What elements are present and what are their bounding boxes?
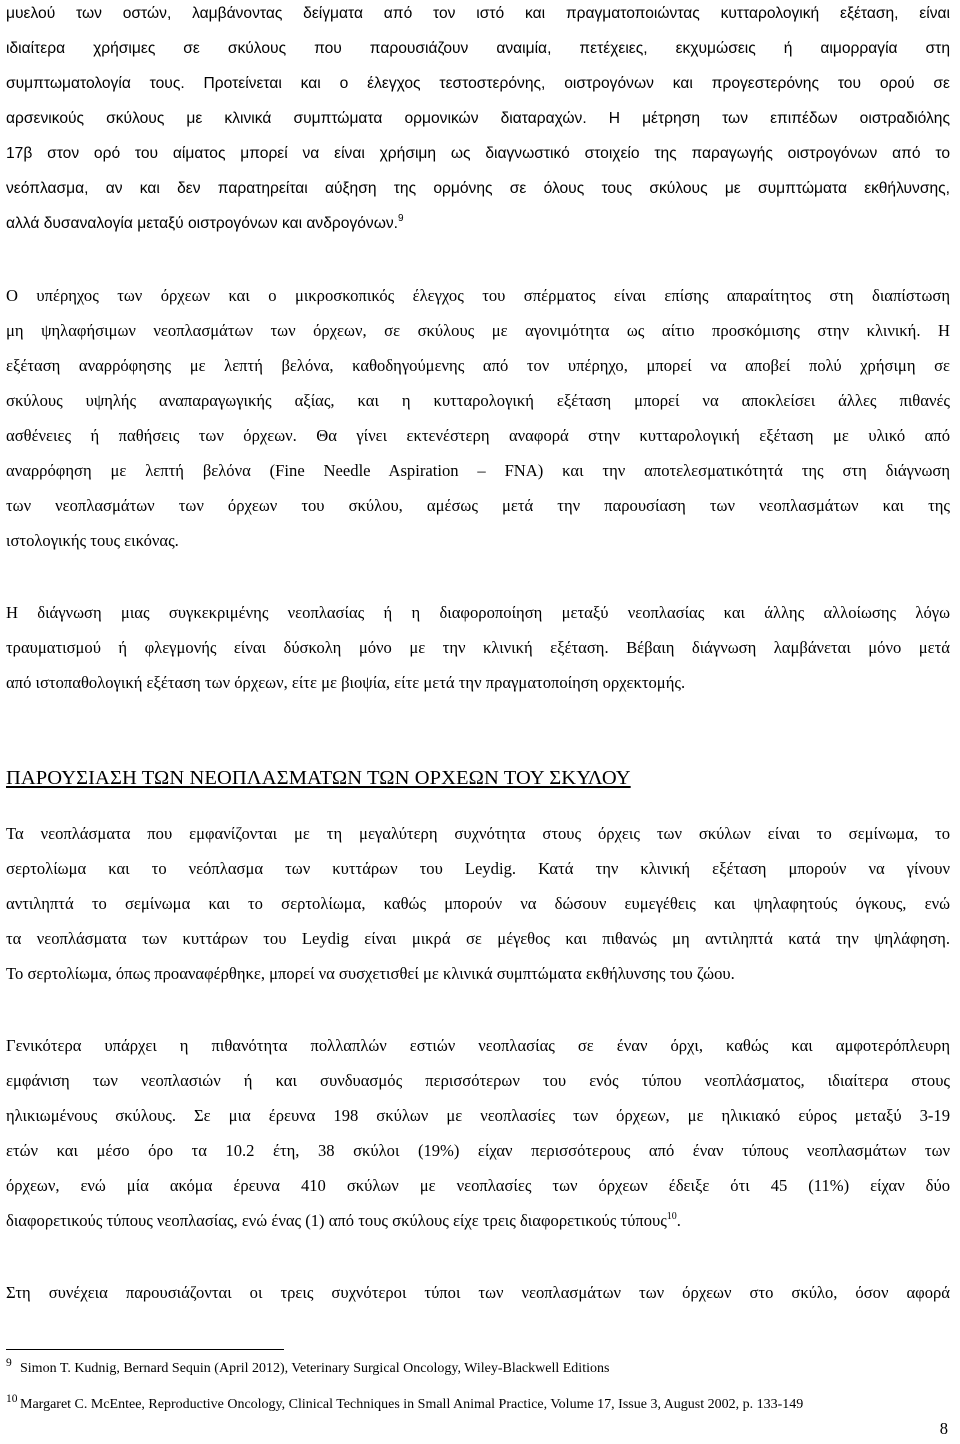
text-line: Στη συνέχεια παρουσιάζονται οι τρεις συχνότεροι τύποι των νεοπλασμάτων των όρχεων στο σκύλο, όσον αφορά bbox=[6, 1283, 950, 1302]
footnote-reference: 9 bbox=[398, 213, 404, 224]
text-line: μη ψηλαφήσιμων νεοπλασμάτων των όρχεων, σε σκύλους με αγονιμότητα ως αίτιο προσκόμισης στην κλινική. Η bbox=[6, 321, 950, 340]
text-span: . bbox=[676, 1211, 681, 1230]
text-line: Η διάγνωση μιας συγκεκριμένης νεοπλασίας ή η διαφοροποίηση μεταξύ νεοπλασίας και άλλης αλλοίωσης λόγω bbox=[6, 603, 950, 622]
text-line-last: ιστολογικής τους εικόνας. bbox=[6, 531, 179, 550]
text-line: Τα νεοπλάσματα που εμφανίζονται με τη μεγαλύτερη συχνότητα στους όρχεις των σκύλων είναι το σεμίνωμα, το bbox=[6, 824, 950, 843]
text-line: εμφάνιση των νεοπλασιών ή και συνδυασμός περισσότερων του ενός τύπου νεοπλάσματος, ιδιαίτερα στους bbox=[6, 1071, 950, 1090]
text-line: τα νεοπλάσματα των κυττάρων του Leydig είναι μικρά σε μέγεθος και πιθανώς μη αντιληπτά κατά την ψηλάφηση. bbox=[6, 929, 950, 948]
text-line: αντιληπτά το σεμίνωμα και το σερτολίωμα, καθώς μπορούν να δώσουν ευμεγέθεις και ψηλαφητούς όγκους, ενώ bbox=[6, 894, 950, 913]
text-line: Ο υπέρηχος των όρχεων και ο μικροσκοπικός έλεγχος του σπέρματος είναι επίσης απαραίτητος στη διαπίστωση bbox=[6, 286, 950, 305]
text-line-last bbox=[6, 1211, 681, 1231]
text-line: Γενικότερα υπάρχει η πιθανότητα πολλαπλών εστιών νεοπλασίας σε έναν όρχι, καθώς και αμφοτερόπλευρη bbox=[6, 1036, 950, 1055]
text-line: σερτολίωμα και το νεόπλασμα των κυττάρων του Leydig. Κατά την κλινική εξέταση μπορούν να γίνουν bbox=[6, 859, 950, 878]
footnote-mark: 10 bbox=[6, 1393, 18, 1405]
text-line-last: από ιστοπαθολογική εξέταση των όρχεων, είτε με βιοψία, είτε μετά την πραγματοποίηση ορχεκτομής. bbox=[6, 673, 686, 692]
text-line-last: Το σερτολίωμα, όπως προαναφέρθηκε, μπορεί να συσχετισθεί με κλινικά συμπτώματα εκθήλυνσης του ζώου. bbox=[6, 964, 735, 983]
text-line: ετών και μέσο όρο τα 10.2 έτη, 38 σκύλοι (19%) είχαν περισσότερους από έναν τύπους νεοπλασμάτων των bbox=[6, 1141, 950, 1160]
text-line: ασθένειες ή παθήσεις των όρχεων. Θα γίνει εκτενέστερη αναφορά στην κυτταρολογική εξέταση με υλικό από bbox=[6, 426, 950, 445]
text-line: αρσενικούς σκύλους με κλινικά συμπτώματα ορμονικών διαταραχών. Η μέτρηση των επιπέδων οιστραδιόλης bbox=[6, 110, 950, 127]
text-line: νεόπλασμα, αν και δεν παρατηρείται αύξηση της ορμόνης σε όλους τους σκύλους με συμπτώματα εκθήλυνσης, bbox=[6, 180, 950, 197]
text-line: εξέταση αναρρόφησης με λεπτή βελόνα, καθοδηγούμενης από τον υπέρηχο, μπορεί να αποβεί πολύ χρήσιμη σε bbox=[6, 356, 950, 375]
text-line: ιδιαίτερα χρήσιμες σε σκύλους που παρουσιάζουν αναιμία, πετέχειες, εκχυμώσεις ή αιμορραγία στη bbox=[6, 40, 950, 57]
text-line: ηλικιωμένους σκύλους. Σε μια έρευνα 198 σκύλων με νεοπλασίες των όρχεων, με ηλικιακό εύρος μεταξύ 3-19 bbox=[6, 1106, 950, 1125]
text-span: διαφορετικούς τύπους νεοπλασίας, ενώ ένας (1) από τους σκύλους είχε τρεις διαφορετικούς τύπους bbox=[6, 1211, 667, 1230]
text-line: τραυματισμού ή φλεγμονής είναι δύσκολη μόνο με την κλινική εξέταση. Βέβαιη διάγνωση λαμβάνεται μόνο μετά bbox=[6, 638, 950, 657]
text-line: μυελού των οστών, λαμβάνοντας δείγματα από τον ιστό και πραγματοποιώντας κυτταρολογική εξέταση, είναι bbox=[6, 5, 950, 22]
text-line-last bbox=[6, 214, 404, 234]
section-heading: ΠΑΡΟΥΣΙΑΣΗ ΤΩΝ ΝΕΟΠΛΑΣΜΑΤΩΝ ΤΩΝ ΟΡΧΕΩΝ ΤΟΥ ΣΚΥΛΟΥ bbox=[6, 767, 631, 789]
text-line: αναρρόφηση με λεπτή βελόνα (Fine Needle Aspiration – FNA) και την αποτελεσματικότητά της στη διάγνωση bbox=[6, 461, 950, 480]
document-page bbox=[6, 0, 952, 1444]
text-line: των νεοπλασμάτων των όρχεων του σκύλου, αμέσως μετά την παρουσίαση των νεοπλασμάτων και της bbox=[6, 496, 950, 515]
text-line: όρχεων, ενώ μία ακόμα έρευνα 410 σκύλων με νεοπλασίες των όρχεων έδειξε ότι 45 (11%) είχαν δύο bbox=[6, 1176, 950, 1195]
text-line: σκύλους υψηλής αναπαραγωγικής αξίας, και η κυτταρολογική εξέταση μπορεί να αποκλείσει άλλες πιθανές bbox=[6, 391, 950, 410]
footnote-text: Simon T. Kudnig, Bernard Sequin (April 2012), Veterinary Surgical Oncology, Wiley-Blackwell Editions bbox=[20, 1361, 610, 1376]
text-line: 17β στον ορό του αίματος μπορεί να είναι χρήσιμη ως διαγνωστικό στοιχείο της παραγωγής οιστρογόνων από το bbox=[6, 145, 950, 162]
footnote-mark: 9 bbox=[6, 1357, 12, 1369]
page-number: 8 bbox=[939, 1419, 948, 1438]
footnote-reference: 10 bbox=[666, 1211, 677, 1222]
text-span: αλλά δυσαναλογία μεταξύ οιστρογόνων και ανδρογόνων. bbox=[6, 215, 399, 232]
footnote-separator bbox=[6, 1349, 284, 1350]
text-line: συμπτωματολογία τους. Προτείνεται και ο έλεγχος τεστοστερόνης, οιστρογόνων και προγεστερόνης του ορού σε bbox=[6, 75, 950, 92]
footnote-text: Margaret C. McEntee, Reproductive Oncology, Clinical Techniques in Small Animal Practice, Volume 17, Issue 3, August 2002, p. 133-149 bbox=[20, 1397, 804, 1412]
